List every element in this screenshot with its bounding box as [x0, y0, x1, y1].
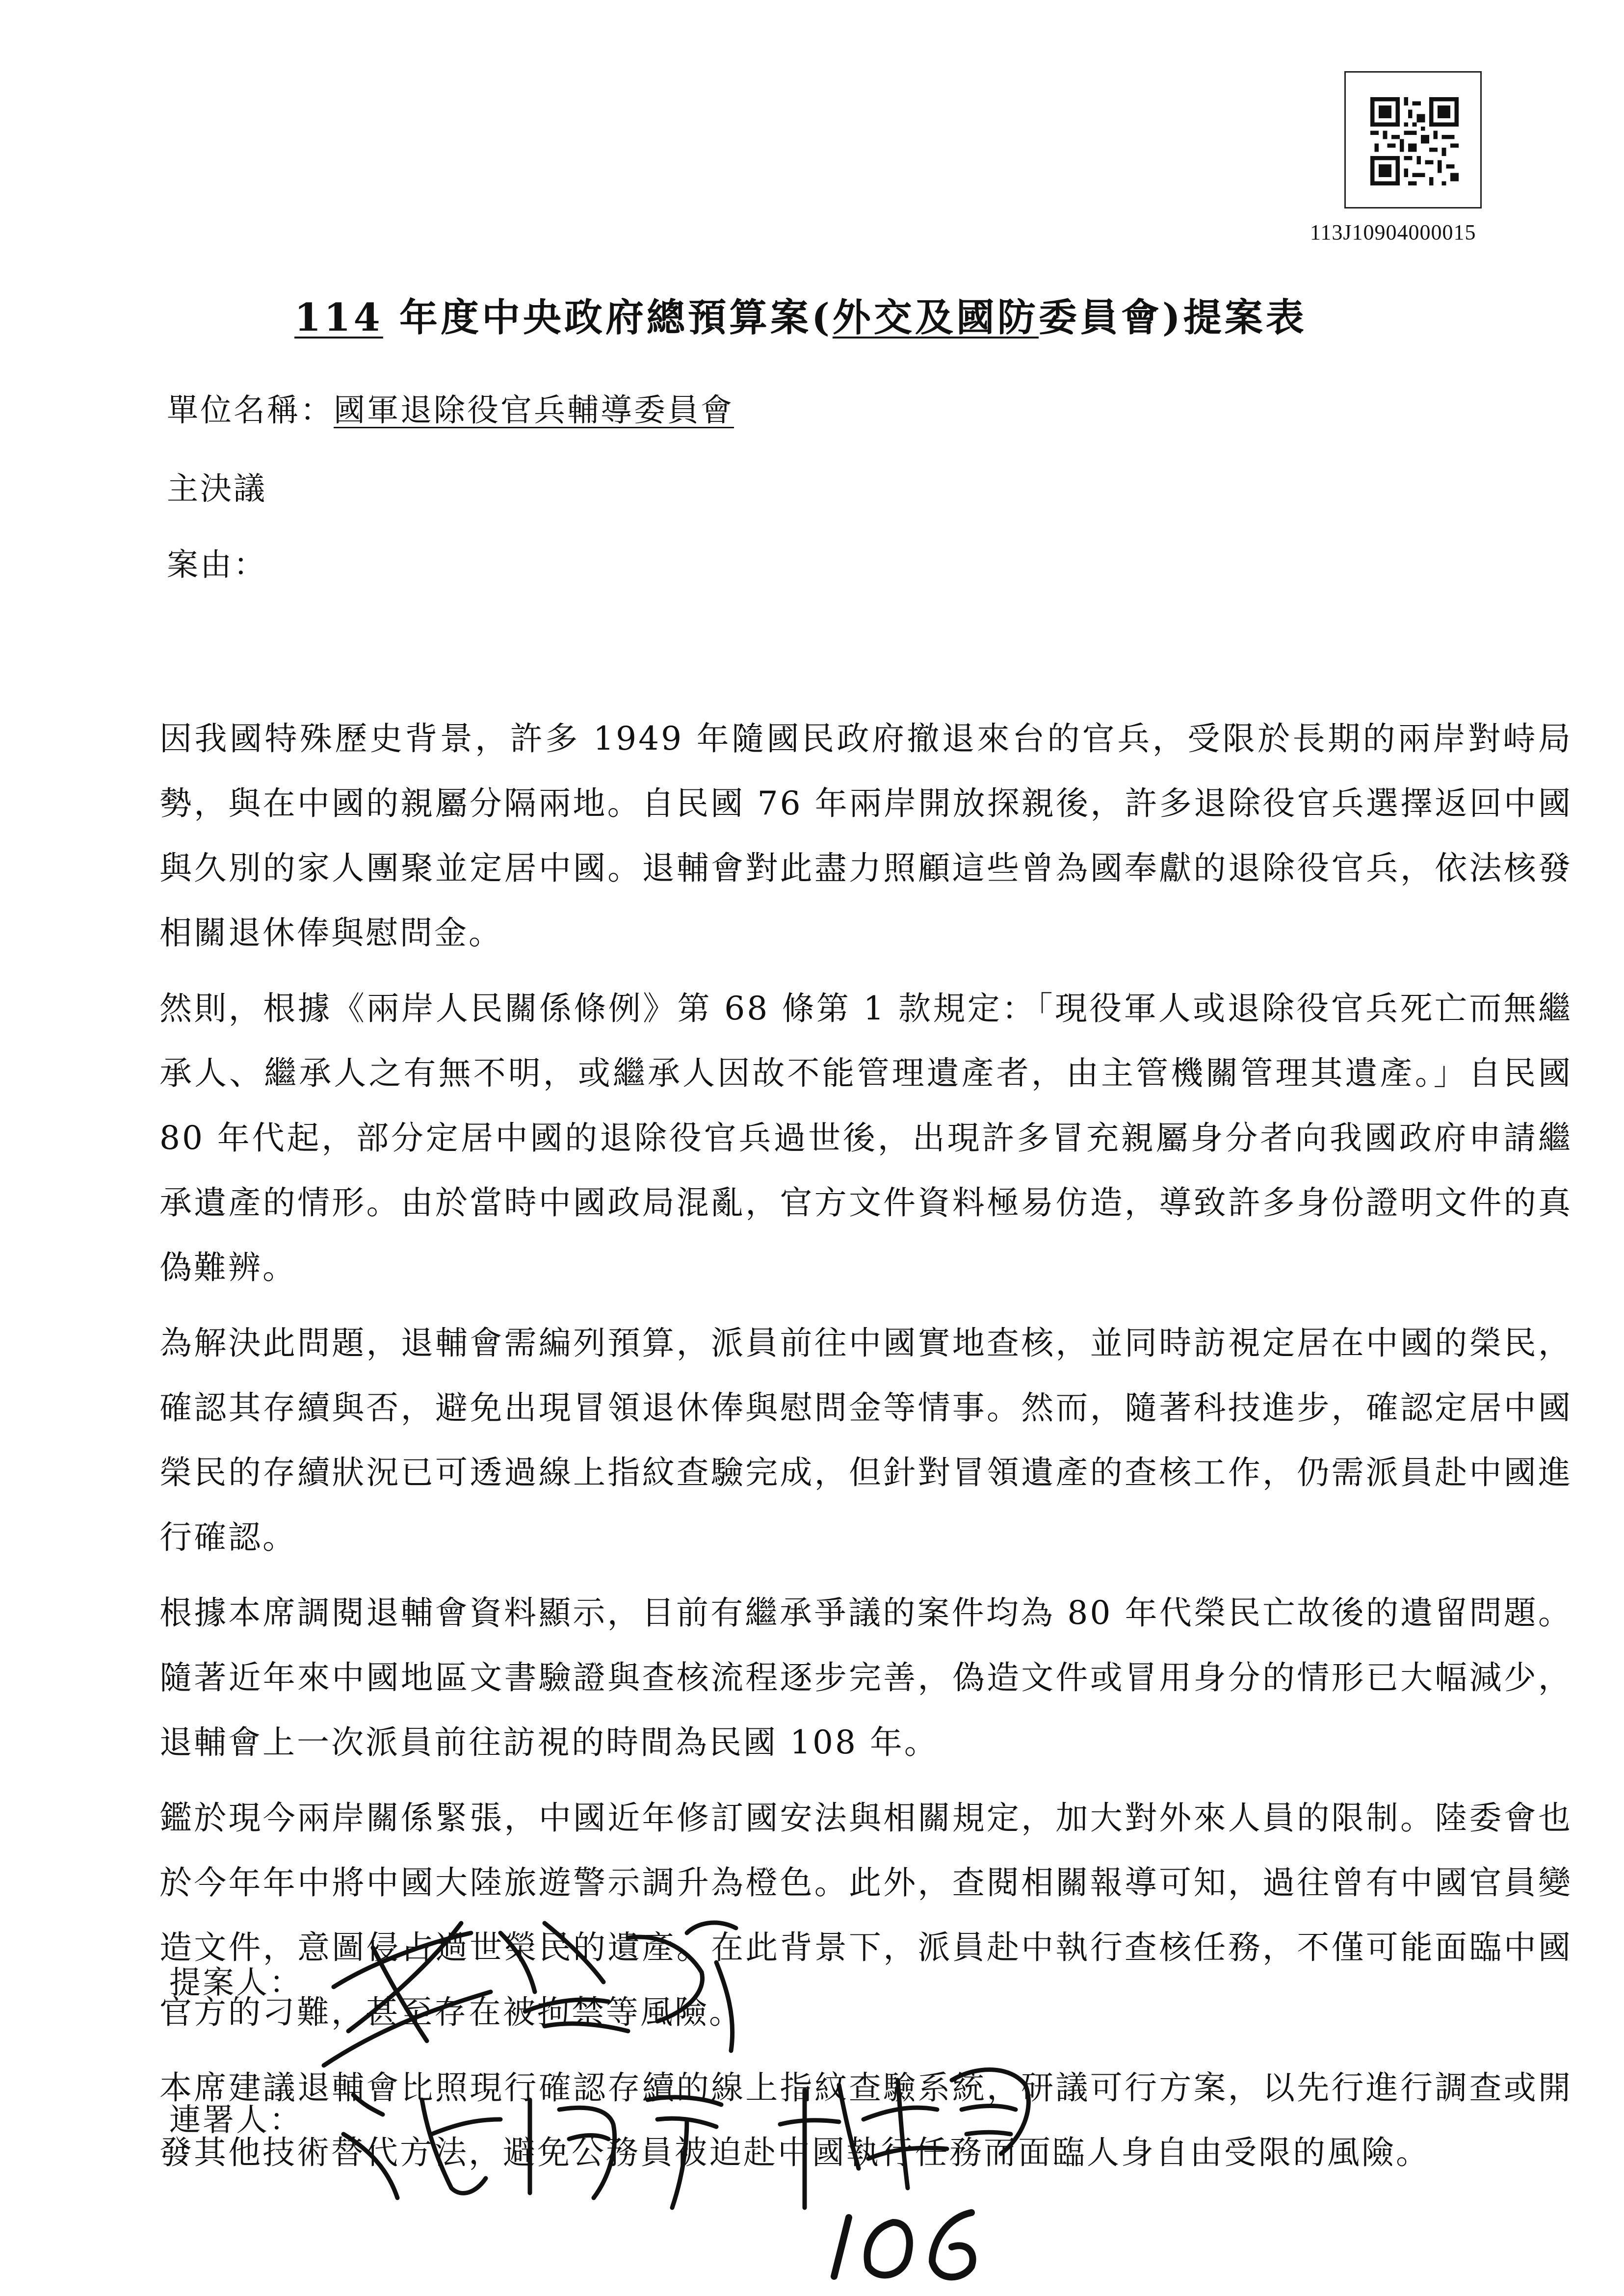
paragraph-3: 為解決此問題，退輔會需編列預算，派員前往中國實地查核，並同時訪視定居在中國的榮民，確認其存續與否，避免出現冒領退休俸與慰問金等情事。然而，隨著科技進步，確認定居中國榮民的存續狀況已可透過線上指紋查驗完成，但針對冒領遺產的查核工作，仍需派員赴中國進行確認。 [159, 1324, 1572, 1556]
qr-code-number: 113J10904000015 [1310, 220, 1476, 244]
cosigner-signature-2 [780, 2070, 1028, 2208]
proposer-label: 提案人： [169, 1965, 303, 2001]
unit-label: 單位名稱： [167, 392, 334, 429]
document-title [294, 287, 1349, 342]
paragraph-6: 本席建議退輔會比照現行確認存續的線上指紋查驗系統，研議可行方案，以先行進行調查或開發其他技術替代方法，避免公務員被迫赴中國執行任務而面臨人身自由受限的風險。 [159, 2069, 1572, 2171]
paragraph-4: 根據本席調閱退輔會資料顯示，目前有繼承爭議的案件均為 80 年代榮民亡故後的遺留問題。隨著近年來中國地區文書驗證與查核流程逐步完善，偽造文件或冒用身分的情形已大幅減少，退輔會上一次派員前往訪視的時間為民國 108 年。 [159, 1594, 1572, 1761]
qr-code [1344, 71, 1482, 209]
cosigner-signature-1 [343, 2095, 721, 2208]
paragraph-2: 然則，根據《兩岸人民關係條例》第 68 條第 1 款規定：「現役軍人或退除役官兵死亡而無繼承人、繼承人之有無不明，或繼承人因故不能管理遺產者，由主管機關管理其遺產。」自民國 80 年代起，部分定居中國的退除役官兵過世後，出現許多冒充親屬身分者向我國政府申請繼承遺產的情形。由於當時中國政局混亂，官方文件資料極易仿造，導致許多身份證明文件的真偽難辨。 [159, 990, 1572, 1286]
paragraph-5: 鑑於現今兩岸關係緊張，中國近年修訂國安法與相關規定，加大對外來人員的限制。陸委會也於今年年中將中國大陸旅遊警示調升為橙色。此外，查閱相關報導可知，過往曾有中國官員變造文件，意圖侵占過世榮民的遺產。在此背景下，派員赴中執行查核任務，不僅可能面臨中國官方的刁難，甚至存在被拘禁等風險。 [159, 1799, 1572, 2031]
handwritten-signatures [314, 1904, 1197, 2286]
handwritten-number-106 [834, 2213, 973, 2277]
paragraph-1: 因我國特殊歷史背景，許多 1949 年隨國民政府撤退來台的官兵，受限於長期的兩岸對峙局勢，與在中國的親屬分隔兩地。自民國 76 年兩岸開放探親後，許多退除役官兵選擇返回中國與久別的家人團聚並定居中國。退輔會對此盡力照顧這些曾為國奉獻的退除役官兵，依法核發相關退休俸與慰問金。 [159, 720, 1572, 952]
unit-value: 國軍退除役官兵輔導委員會 [334, 392, 734, 429]
cosigner-label: 連署人： [169, 2102, 303, 2139]
qr-code-icon [1370, 97, 1459, 185]
main-resolution-label: 主決議 [167, 471, 267, 507]
unit-field [167, 385, 734, 430]
title-part1: 年度中央政府總預算案( [383, 295, 833, 340]
proposer-signature [324, 1923, 736, 2065]
title-year: 114 [294, 295, 383, 340]
title-committee: 外交及國防 [832, 295, 1039, 340]
case-reason-label: 案由： [167, 547, 267, 583]
title-part2: 委員會)提案表 [1038, 295, 1307, 340]
